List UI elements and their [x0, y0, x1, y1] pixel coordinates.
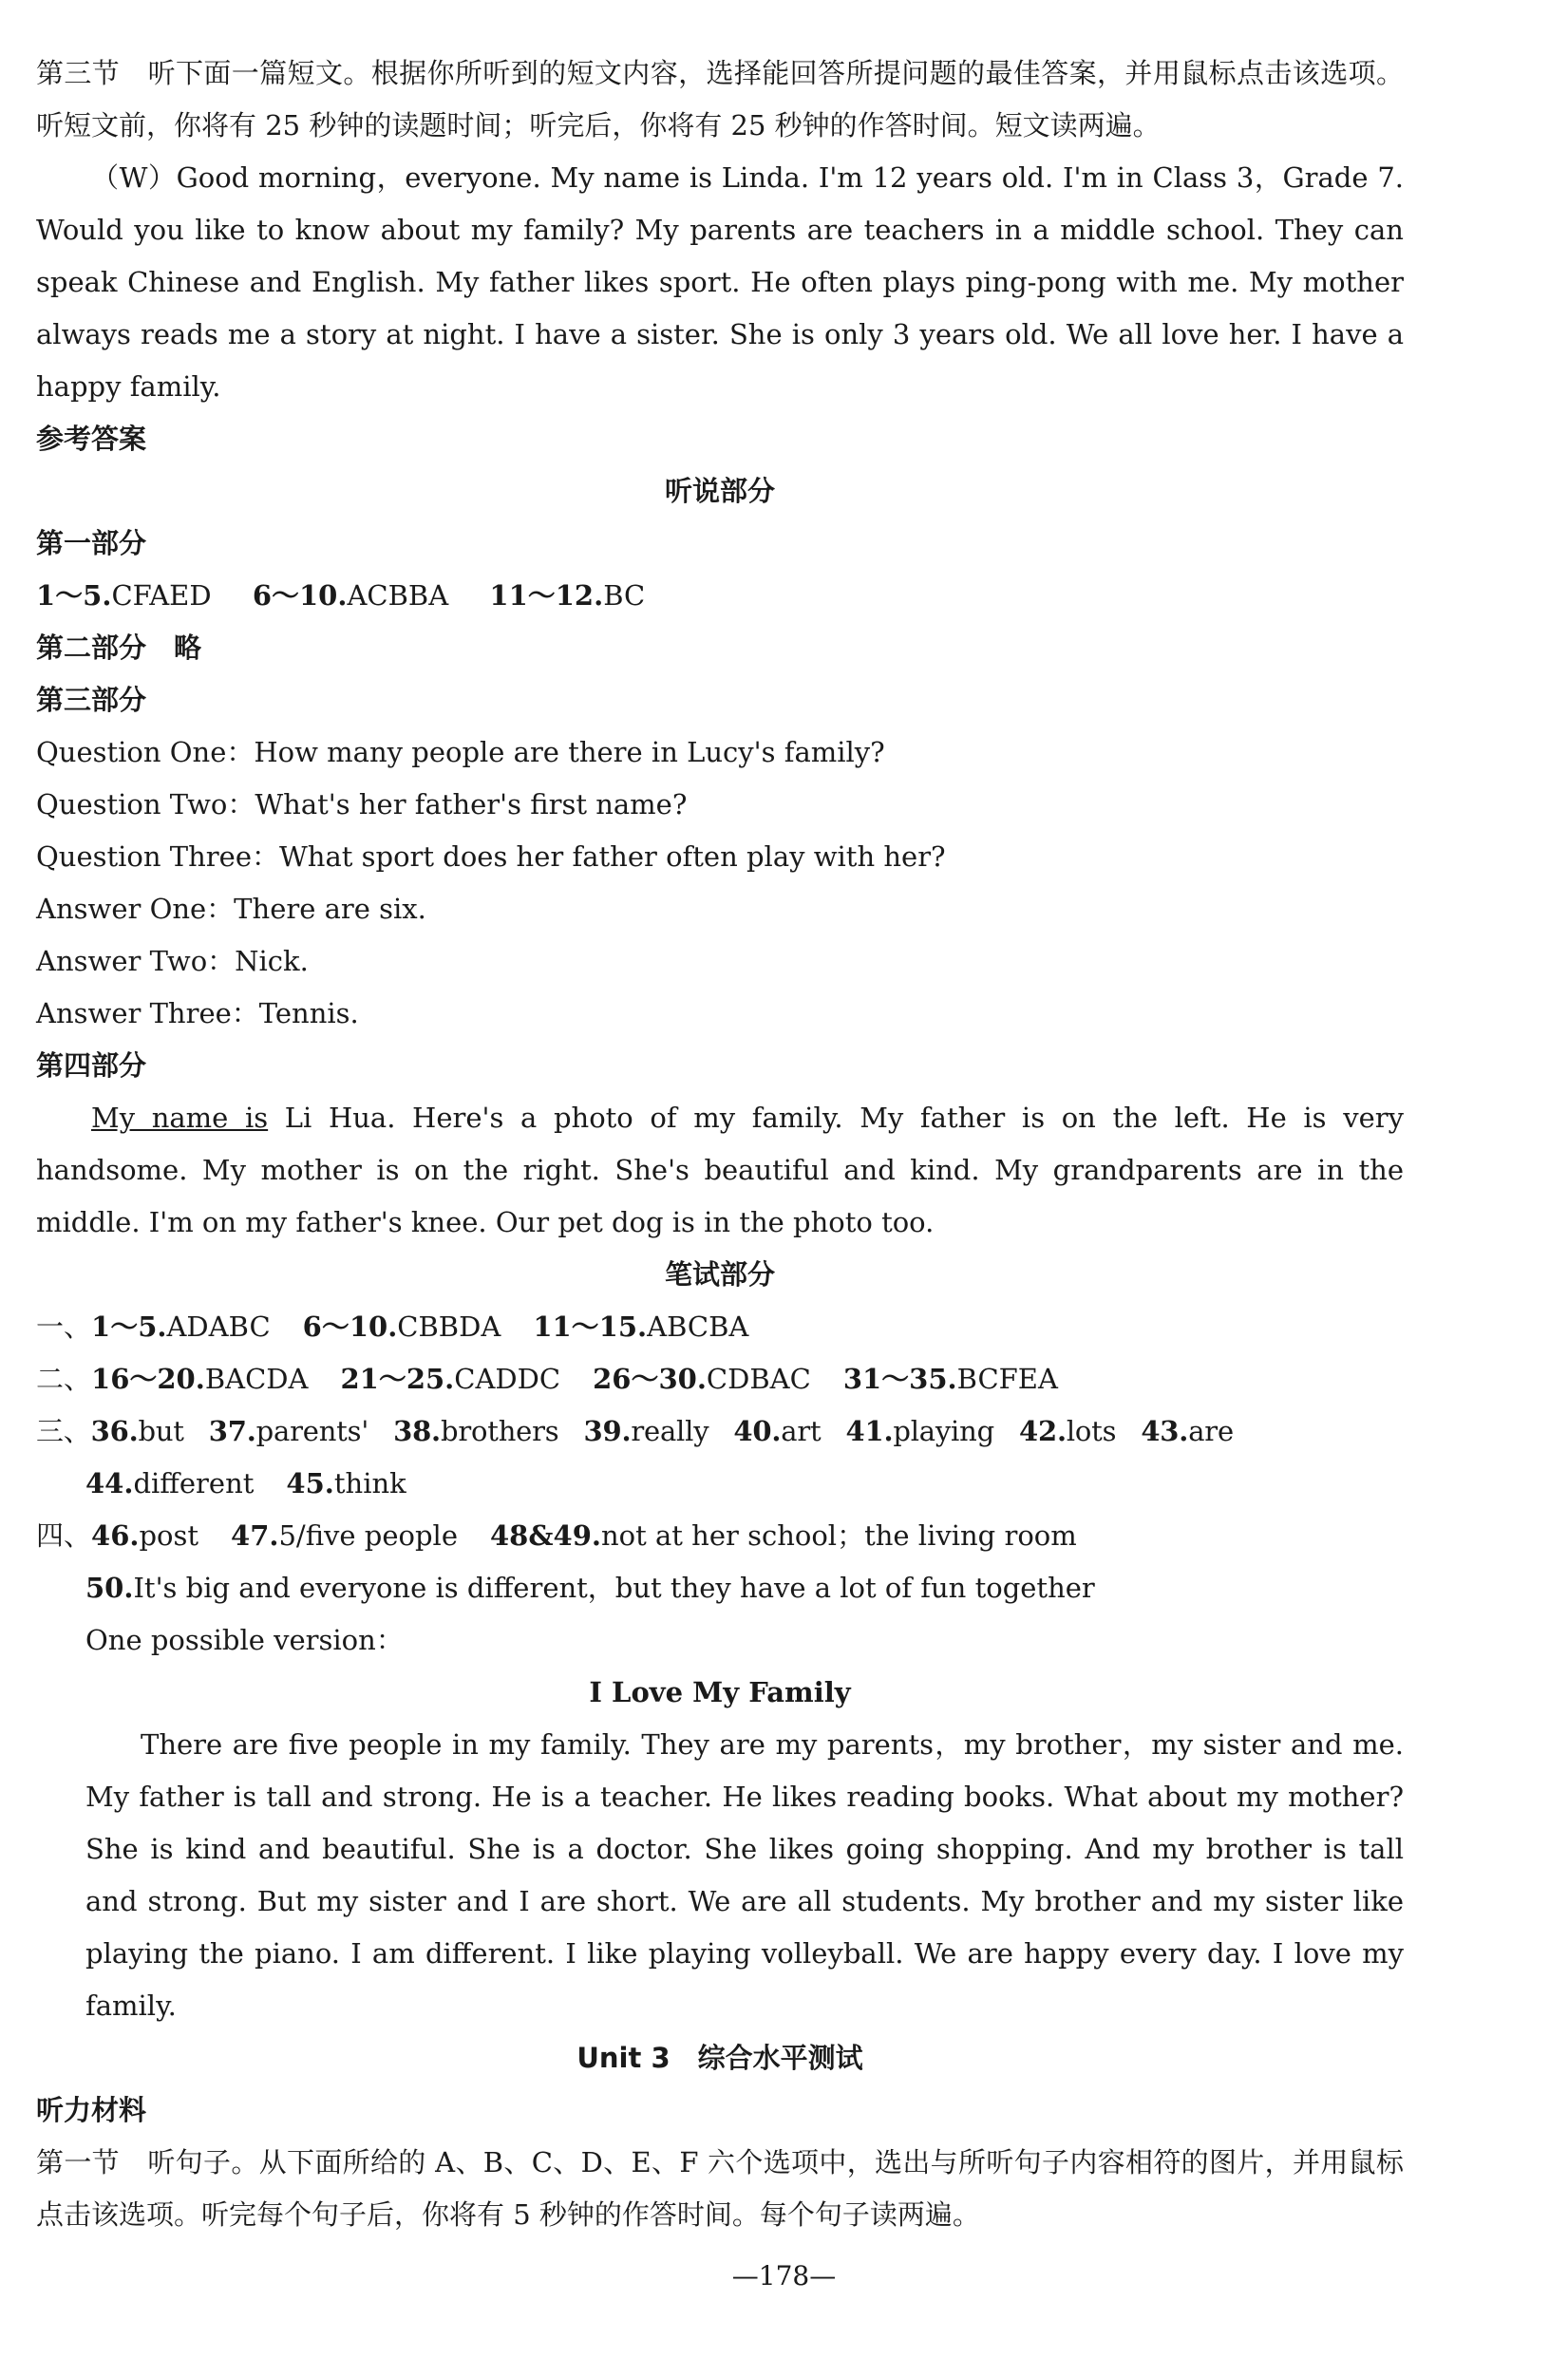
- part1-answers: [36, 570, 1404, 622]
- written-row-5: 50.It's big and everyone is different，but they have a lot of fun together: [85, 1572, 1095, 1604]
- part3-line: Answer Two：Nick.: [36, 945, 309, 977]
- part4-lead: My name is: [91, 1102, 269, 1134]
- essay-text: There are five people in my family. They are my parents，my brother，my sister and me. My father is tall and strong. He is a teacher. He likes reading books. What about my mother? She is kind and beautiful. She is a doctor. She likes going shopping. And my brother is tall and strong. But my sister and I are short. We are all students. My brother and my sister like playing the piano. I am different. I like playing volleyball. We are happy every day. I love my family.: [85, 1728, 1404, 2022]
- unit3-title: Unit 3 综合水平测试: [576, 2042, 863, 2074]
- part3-line: Question Two：What's her father's first name?: [36, 788, 688, 820]
- part1-title: 第一部分: [36, 527, 147, 559]
- written-row-2: 二、16～20.BACDA 21～25.CADDC 26～30.CDBAC 31～35.BCFEA: [36, 1363, 1058, 1395]
- written-row-4: 四、46.post 47.5/five people 48&49.not at her school；the living room: [36, 1519, 1077, 1552]
- section3-intro: 第三节 听下面一篇短文。根据你所听到的短文内容，选择能回答所提问题的最佳答案，并用鼠标点击该选项。听短文前，你将有 25 秒钟的读题时间；听完后，你将有 25 秒钟的作答时间。短文读两遍。: [36, 57, 1404, 141]
- part3-title: 第三部分: [36, 684, 147, 716]
- section1-intro: 第一节 听句子。从下面所给的 A、B、C、D、E、F 六个选项中，选出与所听句子内容相符的图片，并用鼠标点击该选项。听完每个句子后，你将有 5 秒钟的作答时间。每个句子读两遍。: [36, 2146, 1404, 2231]
- written-row-3: 三、36.but 37.parents' 38.brothers 39.really 40.art 41.playing 42.lots 43.are: [36, 1415, 1234, 1447]
- answer-group: 6～10.ACBBA: [252, 579, 449, 612]
- part4-title: 第四部分: [36, 1049, 147, 1082]
- page-number: —178—: [731, 2260, 837, 2291]
- listening-speaking-title: 听说部分: [664, 475, 775, 507]
- part3-line: Question One：How many people are there in Lucy's family?: [36, 736, 885, 768]
- part4-text: Li Hua. Here's a photo of my family. My father is on the left. He is very handsome. My mother is on the right. She's beautiful and kind. My grandparents are in the middle. I'm on my father's knee. Our pet dog is in the photo too.: [36, 1102, 1404, 1238]
- part3-line: Question Three：What sport does her father often play with her?: [36, 840, 946, 873]
- listening-passage: （W）Good morning，everyone. My name is Linda. I'm 12 years old. I'm in Class 3，Grade 7. Would you like to know about my family? My parents are teachers in a middle school. They can speak Chinese and English. My father likes sport. He often plays ping-pong with me. My mother always reads me a story at night. I have a sister. She is only 3 years old. We all love her. I have a happy family.: [36, 161, 1404, 403]
- written-row-1: 一、1～5.ADABC 6～10.CBBDA 11～15.ABCBA: [36, 1311, 749, 1343]
- part3-line: Answer One：There are six.: [36, 893, 426, 925]
- essay-title: I Love My Family: [589, 1676, 851, 1708]
- listening-material-title: 听力材料: [36, 2094, 147, 2126]
- written-row-3b: 44.different 45.think: [85, 1467, 406, 1499]
- part2-title: 第二部分 略: [36, 632, 202, 664]
- version-label: One possible version：: [85, 1624, 404, 1656]
- written-title: 笔试部分: [664, 1258, 775, 1291]
- answer-key-title: 参考答案: [36, 423, 147, 455]
- part4-essay: [36, 1092, 1404, 1249]
- page-content: [36, 47, 1404, 2241]
- answer-group: 1～5.CFAED: [36, 579, 212, 612]
- part3-line: Answer Three：Tennis.: [36, 997, 359, 1029]
- answer-group: 11～12.BC: [489, 579, 646, 612]
